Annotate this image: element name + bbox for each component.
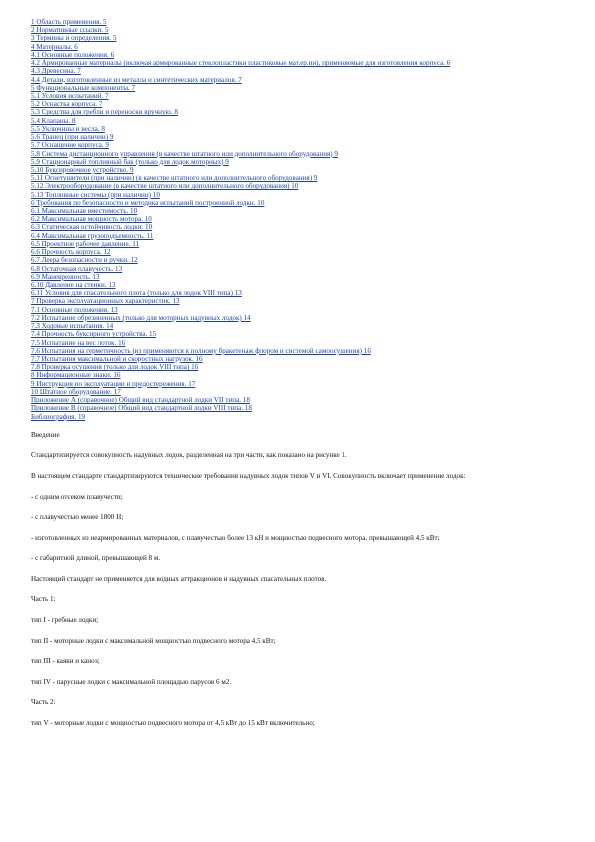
toc-entry [31,306,555,314]
toc-entry [31,248,555,256]
toc-entry [31,182,555,190]
list-item: - изготовленных из неармированных материалов, с плавучестью более 13 кН и мощностью подвесного мотора, превышающей 4,5 кВт; [31,533,440,542]
document-body [31,431,555,729]
toc-entry [31,141,555,149]
toc-entry [31,232,555,240]
toc-entry [31,108,555,116]
toc-link[interactable]: 7.8 Проверка осушения (только для лодок VIII типа) 16 [31,363,199,372]
figure-link[interactable]: 1 [341,451,346,460]
toc-link[interactable]: 7.3 Ходовые испытания. 14 [31,322,114,331]
toc-link[interactable]: 7.6 Испытания на герметичность (из применяются к полному бракетенаж флором и системой самоосушения) 16 [31,346,371,355]
part-1-heading: Часть 1: [31,595,56,604]
toc-entry [31,67,555,75]
toc-entry [31,314,555,322]
toc-entry [31,207,555,215]
toc-entry [31,125,555,133]
toc-entry [31,117,555,125]
toc-entry [31,297,555,305]
toc-entry [31,166,555,174]
toc-link[interactable]: 2 Нормативные ссылки. 5 [31,26,109,35]
toc-link[interactable]: 1 Область применения. 5 [31,18,107,26]
toc-entry [31,355,555,363]
toc-link[interactable]: 6.8 Остаточная плавучесть. 13 [31,264,123,273]
toc-link[interactable]: 5.13 Топливные системы (при наличии) 10 [31,190,160,199]
toc-link[interactable]: 5.12 Электрооборудование (в качестве штатного или дополнительного оборудования) 10 [31,182,299,191]
toc-link[interactable]: Приложение В (справочное) Общий вид стандартной лодки VIII типа. 18 [31,404,252,413]
toc-link[interactable]: 7 Проверка эксплуатационных характеристик. 13 [31,297,180,306]
toc-entry [31,100,555,108]
toc-link[interactable]: 6.9 Маневренность. 13 [31,272,100,281]
toc-link[interactable]: 4.2 Армированные материалы (включая армированные стеклопластики пластиковые мат.ер.ии), применяемые для изготовления корпуса. 6 [31,59,451,68]
toc-link[interactable]: 8 Информационные знаки. 16 [31,371,121,380]
introduction-heading: Введение [31,430,60,439]
toc-link[interactable]: 6.2 Максимальная мощность мотора. 10 [31,215,152,224]
toc-link[interactable]: 7.1 Основные положения. 13 [31,305,118,314]
toc-link[interactable]: 5.6 Транец (при наличии) 9 [31,133,114,142]
list-item: - с одним отсеком плавучести; [31,492,123,501]
list-item: - с плавучестью менее 1800 Н; [31,513,124,522]
part-2-heading: Часть 2: [31,698,56,707]
list-item: тип IV - парусные лодки с максимальной площадью парусов 6 м2. [31,677,232,686]
toc-entry [31,240,555,248]
toc-entry [31,199,555,207]
toc-link[interactable]: 5.7 Оснащение корпуса. 9 [31,141,109,150]
toc-link[interactable]: 4.3 Древесина. 7 [31,67,81,76]
toc-entry [31,363,555,371]
toc-entry [31,281,555,289]
toc-entry [31,59,555,67]
toc-link[interactable]: 6.10 Давление на стенки. 13 [31,281,116,289]
toc-link[interactable]: 4 Материалы. 6 [31,42,78,51]
toc-link[interactable]: 5.11 Огнетушители (при наличии) (в качестве штатного или дополнительного оборудования) 9 [31,174,318,183]
toc-link[interactable]: Приложение А (справочное) Общий вид стандартной лодки VII типа. 18 [31,396,250,405]
toc-link[interactable]: Библиография. 19 [31,412,86,421]
toc-link[interactable]: 5 Функциональные компоненты. 7 [31,83,136,92]
toc-entry [31,404,555,412]
toc-entry [31,51,555,59]
toc-entry [31,396,555,404]
toc-entry [31,191,555,199]
toc-link[interactable]: 5.9 Стационарный топливный бак (только для лодок моторных) 9 [31,157,229,166]
toc-entry [31,265,555,273]
toc-link[interactable]: 6.4 Максимальная грузоподъемность. 11 [31,231,154,240]
toc-entry [31,43,555,51]
toc-entry [31,322,555,330]
table-of-contents [31,18,555,421]
toc-link[interactable]: 6.6 Прочность корпуса. 12 [31,248,111,257]
paragraph-exclusion: Настоящий стандарт не применяется для водных аттракционов и надувных спасательных плотов. [31,574,327,583]
toc-link[interactable]: 10 Штатное оборудование. 17 [31,387,121,396]
toc-entry [31,34,555,42]
toc-link[interactable]: 5.1 Условия испытаний. 7 [31,91,109,100]
toc-link[interactable]: 6.11 Условия для спасательного плота (только для лодок VIII типа) 13 [31,289,242,298]
toc-entry [31,289,555,297]
toc-entry [31,330,555,338]
toc-entry [31,26,555,34]
toc-entry [31,76,555,84]
toc-link[interactable]: 6.7 Леера безопасности и ручки. 12 [31,256,138,265]
toc-entry [31,347,555,355]
toc-entry [31,150,555,158]
toc-entry [31,158,555,166]
toc-entry [31,256,555,264]
toc-entry [31,223,555,231]
toc-link[interactable]: 6.3 Статическая остойчивость лодки. 10 [31,223,153,232]
toc-entry [31,371,555,379]
toc-link[interactable]: 9 Инструкция по эксплуатации и предостережения. 17 [31,379,196,388]
toc-entry [31,174,555,182]
toc-entry [31,18,555,26]
paragraph-intro: Стандартизируется совокупность надувных лодок, разделенная на три части, как показано на рисунке 1. [31,451,347,460]
toc-entry [31,380,555,388]
toc-entry [31,273,555,281]
toc-link[interactable]: 6.5 Проектное рабочее давление. 11 [31,239,140,248]
list-item: тип III - каяки и каноэ; [31,657,100,666]
toc-link[interactable]: 7.5 Испытание на вес лоток. 16 [31,338,126,347]
toc-link[interactable]: 4.1 Основные положения. 6 [31,50,115,59]
toc-link[interactable]: 7.2 Испытание обрезиненных (только для моторных надувных лодок) 14 [31,313,251,322]
list-item: тип V - моторные лодки с мощностью подвесного мотора от 4,5 кВт до 15 кВт включительно; [31,719,315,728]
paragraph-scope: В настоящем стандарте стандартизируются технические требования надувных лодок типов V и VI. Совокупность включает применение лодок: [31,471,466,480]
toc-link[interactable]: 5.5 Уключины и весла. 8 [31,124,105,133]
toc-link[interactable]: 7.4 Прочность буксирного устройства. 15 [31,330,157,339]
toc-link[interactable]: 6.1 Максимальная вместимость. 10 [31,207,138,216]
toc-link[interactable]: 5.2 Оснастка корпуса. 7 [31,100,103,109]
toc-entry [31,215,555,223]
toc-entry [31,84,555,92]
list-item: - с габаритной длиной, превышающей 8 м. [31,554,161,563]
toc-entry [31,339,555,347]
toc-link[interactable]: 5.3 Средства для гребли и переноски вручную. 8 [31,108,178,117]
list-item: тип II - моторные лодки с максимальной мощностью подвесного мотора 4,5 кВт; [31,636,276,645]
toc-link[interactable]: 5.8 Система дистанционного управления (в качестве штатного или дополнительного оборудования) 9 [31,149,338,158]
toc-entry [31,388,555,396]
toc-entry [31,92,555,100]
toc-link[interactable]: 5.10 Буксировочное устройство. 9 [31,165,134,174]
toc-entry [31,133,555,141]
toc-link[interactable]: 4.4 Детали, изготовленные из металла и синтетических материалов. 7 [31,75,242,84]
toc-link[interactable]: 3 Термины и определения. 5 [31,34,117,43]
toc-entry [31,413,555,421]
toc-link[interactable]: 5.4 Клапаны. 8 [31,116,76,125]
list-item: тип I - гребные лодки; [31,616,99,625]
toc-link[interactable]: 6 Требования по безопасности и методика испытаний построенной лодки. 10 [31,198,265,207]
toc-link[interactable]: 7.7 Испытания максимальной и скоростных нагрузок. 16 [31,354,203,363]
